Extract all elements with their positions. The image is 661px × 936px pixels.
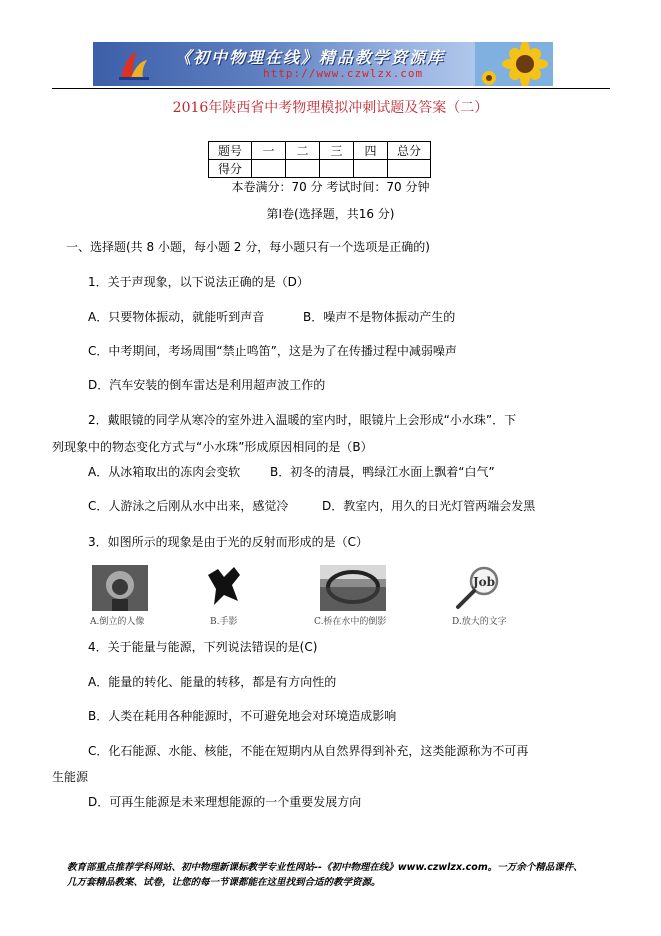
score-header-cell: 二 [286,142,320,160]
q3-figure-c [314,565,387,627]
score-cell[interactable] [252,160,286,178]
exam-meta: 本卷满分：70 分 考试时间：70 分钟 [231,180,430,194]
q3-figure-a [90,565,148,627]
magnifier-icon [450,565,506,611]
score-header-cell: 四 [354,142,388,160]
q1-option-b: B．噪声不是物体振动产生的 [303,310,456,324]
page-footer [67,860,597,890]
banner-title: 《初中物理在线》精品教学资源库 [175,48,446,67]
q4-option-c-line2: 生能源 [52,770,89,784]
q2-option-c: C．人游泳之后刚从水中出来，感觉冷 [88,499,289,513]
site-logo-icon [117,48,151,82]
score-header-cell: 总分 [388,142,431,160]
score-cell[interactable] [388,160,431,178]
volume-heading: 第Ⅰ卷(选择题，共16 分) [266,207,395,221]
inverted-image-photo [92,565,148,611]
magnifier-text: Job [472,575,496,589]
q1-option-c: C．中考期间，考场周围“禁止鸣笛”，这是为了在传播过程中减弱噪声 [88,344,457,358]
q1-option-d: D．汽车安装的倒车雷达是利用超声波工作的 [88,378,326,392]
site-banner [93,42,553,86]
footer-line: 教育部重点推荐学科网站、初中物理新课标教学专业性网站--《初中物理在线》www.czwlzx.com。一万余个精品课件、 [67,862,583,873]
q1-option-a: A．只要物体振动，就能听到声音 [88,310,265,324]
q4-option-c-line1: C．化石能源、水能、核能，不能在短期内从自然界得到补充，这类能源称为不可再 [88,744,529,758]
q1-stem: 1．关于声现象，以下说法正确的是（D） [88,275,309,289]
q2-option-a: A．从冰箱取出的冻肉会变软 [88,465,241,479]
banner-url: http://www.czwlzx.com [263,67,424,80]
q2-option-d: D．教室内，用久的日光灯管两端会发黑 [322,499,536,513]
q4-option-a: A．能量的转化、能量的转移，都是有方向性的 [88,675,337,689]
q3-figure-d [450,565,507,627]
footer-line: 几万套精品教案、试卷，让您的每一节课都能在这里找到合适的教学资源。 [67,877,381,888]
score-table-header-row [209,142,431,160]
page-title: 2016年陕西省中考物理模拟冲刺试题及答案（二） [172,100,489,116]
score-header-cell: 一 [252,142,286,160]
score-row-label: 得分 [209,160,252,178]
score-header-cell: 题号 [209,142,252,160]
q3-stem: 3．如图所示的现象是由于光的反射而形成的是（C） [88,535,369,549]
q3-caption-d: D.放大的文字 [452,617,507,627]
q4-option-b: B．人类在耗用各种能源时，不可避免地会对环境造成影响 [88,709,397,723]
header-divider [52,88,610,89]
q3-figure-b [204,565,246,627]
section-heading: 一、选择题(共 8 小题，每小题 2 分，每小题只有一个选项是正确的) [66,240,430,254]
bridge-reflection-photo [320,565,386,611]
q3-caption-b: B.手影 [210,617,238,627]
score-cell[interactable] [286,160,320,178]
q2-stem-line2: 列现象中的物态变化方式与“小水珠”形成原因相同的是（B） [52,440,373,454]
score-cell[interactable] [320,160,354,178]
q3-caption-a: A.倒立的人像 [90,617,145,627]
q3-figure-row [92,565,552,625]
score-table [208,141,431,178]
score-header-cell: 三 [320,142,354,160]
score-cell[interactable] [354,160,388,178]
score-table-row [209,160,431,178]
sunflower-icon [475,42,553,86]
q2-option-b: B．初冬的清晨，鸭绿江水面上飘着“白气” [270,465,495,479]
hand-shadow-photo [204,565,246,611]
q2-stem-line1: 2．戴眼镜的同学从寒冷的室外进入温暖的室内时，眼镜片上会形成“小水珠”．下 [88,413,517,427]
q4-stem: 4．关于能量与能源，下列说法错误的是(C) [88,640,318,654]
q3-caption-c: C.桥在水中的倒影 [314,617,387,627]
q4-option-d: D．可再生能源是未来理想能源的一个重要发展方向 [88,795,362,809]
